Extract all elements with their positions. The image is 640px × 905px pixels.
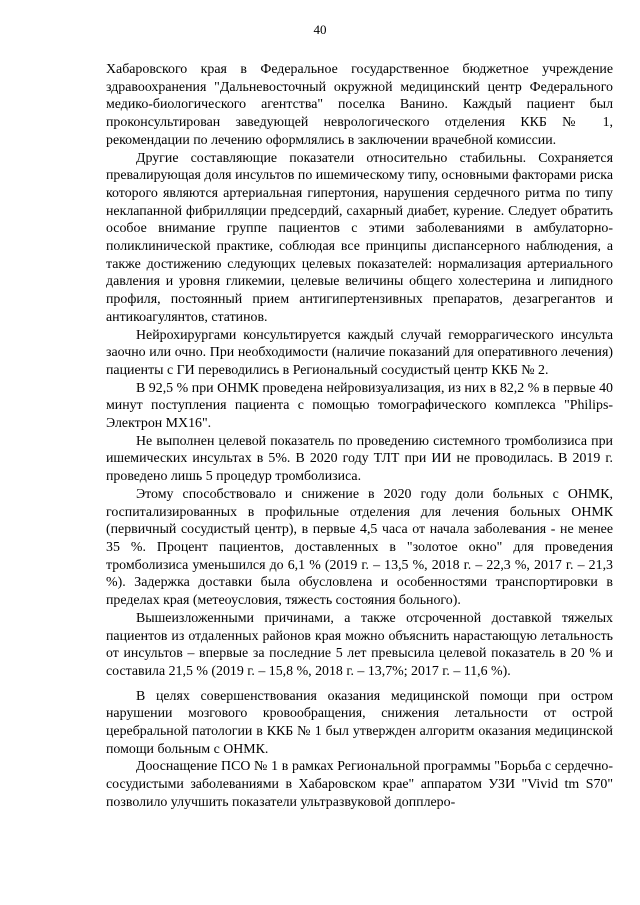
page-number: 40 xyxy=(313,22,327,37)
paragraph-risk-factors: Другие составляющие показатели относительно стабильны. Сохраняется превалирующая доля инсультов по ишемическому типу, основными факторами риска которого являются артериальная гипертония, нарушения сердечного ритма по типу неклапанной фибрилляции предсердий, сахарный диабет, курение. Следует обратить особое внимание группе пациентов с этими заболеваниями в амбулаторно-поликлинической практике, соблюдая все принципы диспансерного наблюдения, а также достижению следующих целевых показателей: нормализация артериального давления и уровня гликемии, целевые величины общего холестерина и липидного профиля, постоянный прием антигипертензивных препаратов, дезагрегантов и антикоагулянтов, статинов. xyxy=(106,150,613,325)
paragraph-equipment: Дооснащение ПСО № 1 в рамках Региональной программы "Борьба с сердечно-сосудистыми заболеваниями в Хабаровском крае" аппаратом УЗИ "Vivid tm S70" позволило улучшить показатели ультразвуковой допплеро- xyxy=(106,759,613,810)
paragraph-neurosurgery: Нейрохирургами консультируется каждый случай геморрагического инсульта заочно или очно. При необходимости (наличие показаний для оперативного лечения) пациенты с ГИ переводились в Региональный сосудистый центр ККБ № 2. xyxy=(106,327,613,378)
body-text xyxy=(106,61,613,812)
paragraph-hospitalization: Этому способствовало и снижение в 2020 году доли больных с ОНМК, госпитализированных в профильные отделения для лечения больных ОНМК (первичный сосудистый центр), в первые 4,5 часа от начала заболевания - не менее 35 %. Процент пациентов, доставленных в "золотое окно" для проведения тромболизиса уменьшился до 6,1 % (2019 г. – 13,5 %, 2018 г. – 22,3 %, 2017 г. – 21,3 %). Задержка доставки была обусловлена и особенностями транспортировки в пределах края (метеоусловия, тяжесть состояния больного). xyxy=(106,486,613,609)
paragraph-continuation: Хабаровского края в Федеральное государственное бюджетное учреждение здравоохранения "Дальневосточный окружной медицинский центр Федерального медико-биологического агентства" поселка Ванино. Каждый пациент был проконсультирован заведующей неврологического отделения ККБ № 1, рекомендации по лечению оформлялись в заключении врачебной комиссии. xyxy=(106,62,613,148)
paragraph-thrombolysis: Не выполнен целевой показатель по проведению системного тромболизиса при ишемических инсультах в 5%. В 2020 году ТЛТ при ИИ не проводилась. В 2019 г. проведено лишь 5 процедур тромболизиса. xyxy=(106,433,613,485)
paragraph-mortality: Вышеизложенными причинами, а также отсроченной доставкой тяжелых пациентов из отдаленных районов края можно объяснить нарастающую летальность от инсультов – впервые за последние 5 лет превысила целевой показатель в 20 % и составила 21,5 % (2019 г. – 15,8 %, 2018 г. – 13,7%; 2017 г. – 11,6 %). xyxy=(106,610,613,679)
paragraph-neuroimaging: В 92,5 % при ОНМК проведена нейровизуализация, из них в 82,2 % в первые 40 минут поступления пациента с помощью томографического комплекса "Philips-Электрон МХ16". xyxy=(106,380,613,432)
paragraph-algorithm: В целях совершенствования оказания медицинской помощи при остром нарушении мозгового кровообращения, снижения летальности от острой церебральной патологии в ККБ № 1 был утвержден алгоритм оказания медицинской помощи больным с ОНМК. xyxy=(106,688,613,757)
